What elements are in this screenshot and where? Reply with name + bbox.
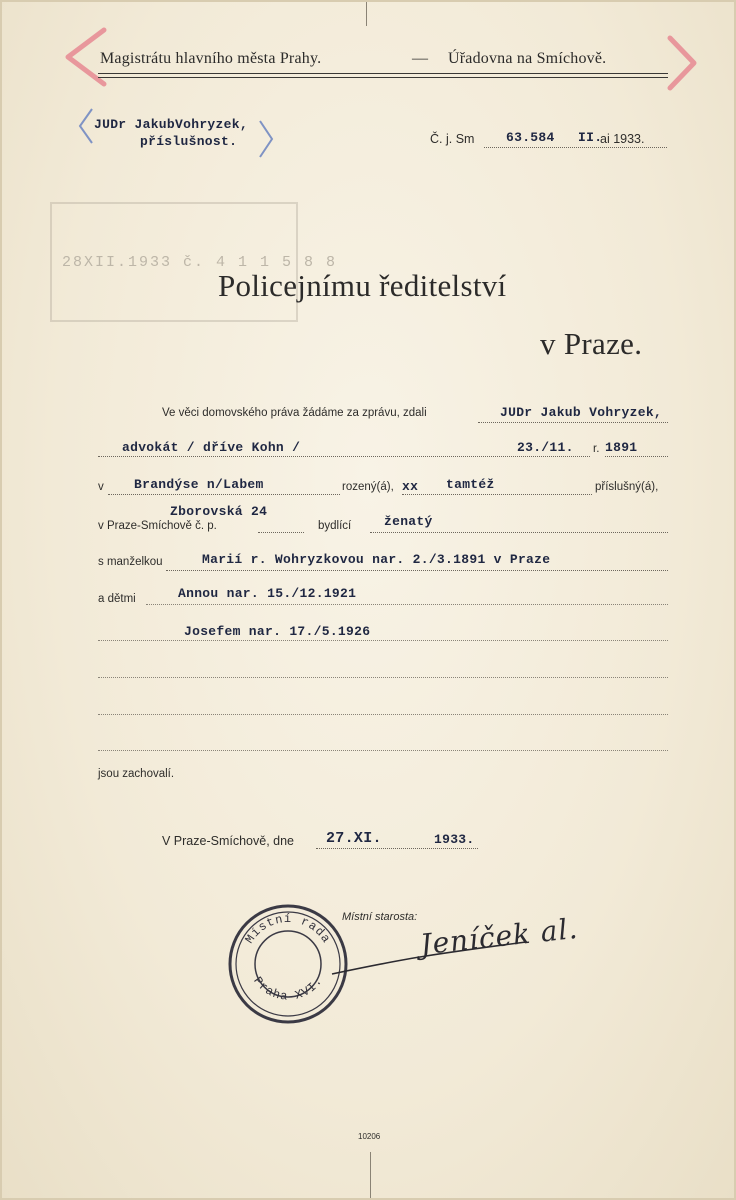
empty-rule-1 xyxy=(98,677,668,678)
sign-year: 1933. xyxy=(434,832,475,847)
place-date-label: V Praze-Smíchově, dne xyxy=(162,834,295,848)
recipient-stamp-line2: příslušnost. xyxy=(140,134,238,149)
svg-text:Praha XVI. xyxy=(250,974,325,1003)
date-dots xyxy=(316,848,478,849)
cj-label: Č. j. Sm xyxy=(430,132,475,146)
v-label: v xyxy=(98,481,104,493)
header-separator: — xyxy=(412,50,429,67)
rozeny-value: tamtéž xyxy=(446,477,495,492)
marital-dots xyxy=(370,532,668,533)
address: Zborovská 24 xyxy=(170,504,268,519)
blue-bracket-right-icon xyxy=(256,118,276,160)
rozeny-dots xyxy=(402,494,592,495)
header-office: Magistrátu hlavního města Prahy. xyxy=(100,50,322,67)
spouse: Marií r. Wohryzkovou nar. 2./3.1891 v Praze xyxy=(202,552,551,567)
header-rule-bottom xyxy=(98,77,668,78)
birth-place: Brandýse n/Labem xyxy=(134,477,264,492)
birth-place-dots xyxy=(108,494,340,495)
seal-top-text: Místní rada xyxy=(242,912,334,947)
children-label: a dětmi xyxy=(98,593,136,605)
child1: Annou nar. 15./12.1921 xyxy=(178,586,357,601)
rozeny-label: rozený(á), xyxy=(342,481,394,493)
header-rule-top xyxy=(98,73,668,74)
handwritten-signature: Jeníček al. xyxy=(418,911,580,962)
addressee-line1: Policejnímu ředitelství xyxy=(218,268,507,303)
recipient-stamp-line1: JUDr JakubVohryzek, xyxy=(94,117,248,132)
empty-rule-3 xyxy=(98,750,668,751)
form-number: 10206 xyxy=(358,1132,381,1141)
seal-bottom-text: Praha XVI. xyxy=(250,974,326,1004)
child2-rule xyxy=(98,640,668,641)
birth-date: 23./11. xyxy=(517,440,574,455)
sign-date: 27.XI. xyxy=(326,830,382,847)
occupation: advokát / dříve Kohn / xyxy=(122,440,301,455)
birth-year: 1891 xyxy=(605,440,638,455)
fold-mark-top xyxy=(366,0,367,26)
red-bracket-right-icon xyxy=(664,34,700,92)
closing-text: jsou zachovalí. xyxy=(98,768,175,780)
child2: Josefem nar. 17./5.1926 xyxy=(184,624,371,639)
cj-dept: II. xyxy=(578,130,603,145)
faded-stamp xyxy=(50,202,338,322)
bydlici-label: bydlící xyxy=(318,520,352,532)
address-prefix: v Praze-Smíchově č. p. xyxy=(98,520,217,532)
addressee-line2: v Praze. xyxy=(540,326,643,361)
marital-status: ženatý xyxy=(384,514,433,529)
empty-rule-2 xyxy=(98,714,668,715)
starosta-label: Místní starosta: xyxy=(342,911,418,923)
occupation-dots xyxy=(98,456,590,457)
children-rule xyxy=(146,604,668,605)
cj-ai: ai 1933. xyxy=(600,132,645,146)
fold-mark-bottom xyxy=(370,1152,371,1200)
spouse-dots xyxy=(166,570,668,571)
birth-year-dots xyxy=(605,456,668,457)
faded-stamp-text: 28XII.1933 č. 4 1 1 5 8 8 xyxy=(62,254,338,271)
cj-dots xyxy=(484,147,667,148)
person-name: JUDr Jakub Vohryzek, xyxy=(500,405,663,420)
rozeny-mark: xx xyxy=(402,479,419,494)
prislusny-label: příslušný(á), xyxy=(595,481,659,493)
name-dots xyxy=(478,422,668,423)
r-label: r. xyxy=(593,443,600,455)
address-dots xyxy=(258,532,304,533)
cj-number: 63.584 xyxy=(506,130,555,145)
blue-bracket-left-icon xyxy=(76,106,96,146)
spouse-label: s manželkou xyxy=(98,556,163,568)
header-branch: Úřadovna na Smíchově. xyxy=(448,50,607,67)
intro-text: Ve věci domovského práva žádáme za zprávu, zdali xyxy=(162,407,427,419)
